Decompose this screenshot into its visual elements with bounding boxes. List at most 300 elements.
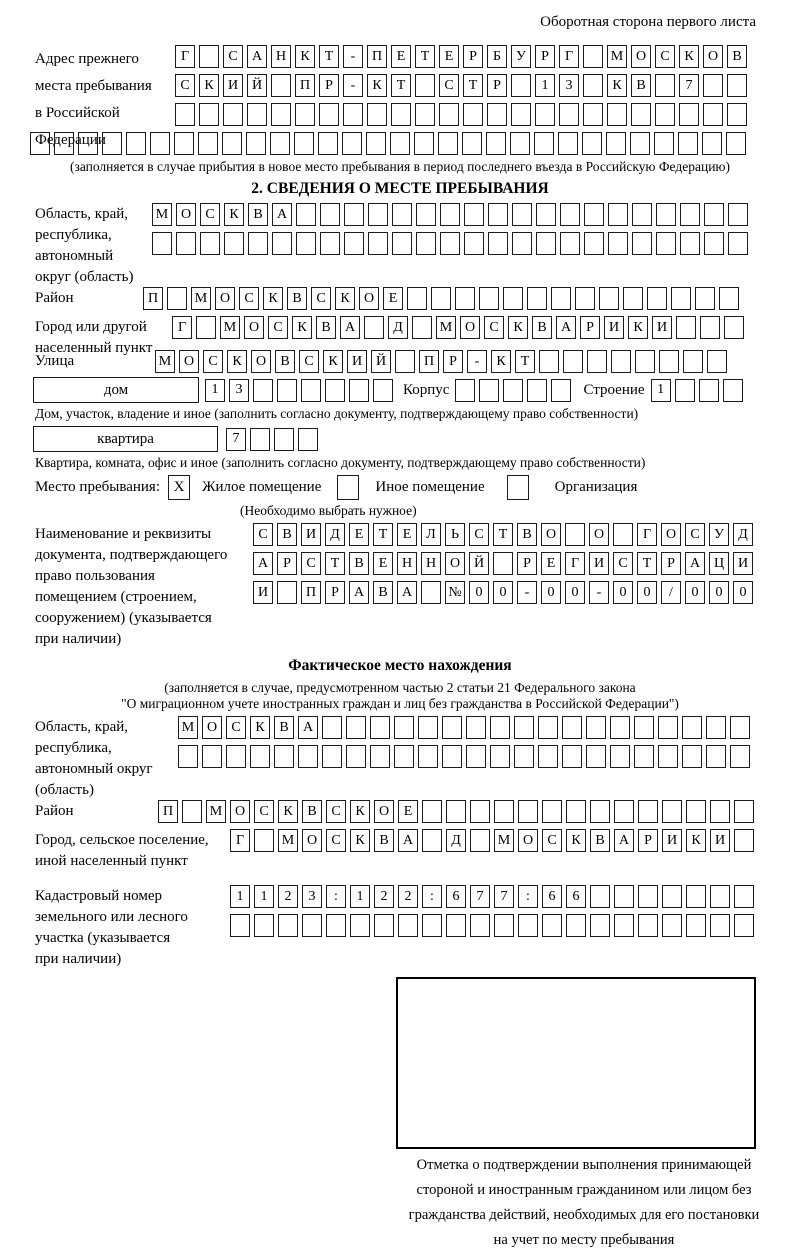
char-cell <box>587 350 607 373</box>
char-cell: 0 <box>733 581 753 604</box>
char-cell: Г <box>230 829 250 852</box>
char-cell: 3 <box>559 74 579 97</box>
char-grid-row <box>175 103 800 126</box>
char-cell <box>182 800 202 823</box>
char-cell <box>325 379 345 402</box>
char-cell: У <box>511 45 531 68</box>
char-cell <box>295 103 315 126</box>
char-cell: С <box>239 287 259 310</box>
char-cell <box>349 379 369 402</box>
actual-region-grid <box>178 716 800 768</box>
char-cell: Р <box>325 581 345 604</box>
char-grid-row <box>143 287 800 310</box>
option-residential-label: Жилое помещение <box>202 479 322 495</box>
stamp-caption: Отметка о подтверждении выполнения принимающей стороной и иностранным гражданином или лицом без гражданства действий, необходимых для его постановки на учет по месту пребывания <box>408 1157 760 1248</box>
doc-block <box>35 523 800 647</box>
char-cell: / <box>661 581 681 604</box>
cadastre-label: Кадастровый номер земельного или лесного участка (указывается при наличии) <box>35 888 188 967</box>
street-label: Улица <box>35 353 75 369</box>
char-cell <box>611 350 631 373</box>
char-cell: С <box>254 800 274 823</box>
char-cell: О <box>230 800 250 823</box>
char-cell <box>614 914 634 937</box>
char-cell <box>174 132 194 155</box>
char-cell <box>551 379 571 402</box>
char-cell <box>455 379 475 402</box>
char-cell <box>196 316 216 339</box>
char-cell: О <box>215 287 235 310</box>
korpus-label: Корпус <box>403 381 450 398</box>
char-cell <box>199 103 219 126</box>
char-cell: С <box>685 523 705 546</box>
char-cell: В <box>274 716 294 739</box>
char-cell: Д <box>325 523 345 546</box>
char-cell <box>606 132 626 155</box>
char-cell: В <box>275 350 295 373</box>
char-cell <box>510 132 530 155</box>
char-cell <box>558 132 578 155</box>
char-cell <box>464 232 484 255</box>
char-cell <box>704 203 724 226</box>
prev-address-note: (заполняется в случае прибытия в новое место пребывания в период последнего въезда в Российскую Федерацию) <box>69 159 731 174</box>
char-cell: А <box>614 829 634 852</box>
char-cell: 0 <box>637 581 657 604</box>
char-cell <box>695 287 715 310</box>
char-cell: Р <box>319 74 339 97</box>
district-block <box>35 287 800 310</box>
char-cell <box>679 103 699 126</box>
char-cell <box>373 379 393 402</box>
char-cell <box>584 203 604 226</box>
char-cell <box>608 232 628 255</box>
char-cell <box>470 914 490 937</box>
char-cell <box>274 745 294 768</box>
char-cell <box>662 800 682 823</box>
char-cell: Н <box>421 552 441 575</box>
char-cell: Т <box>325 552 345 575</box>
char-cell: П <box>295 74 315 97</box>
char-cell: : <box>326 885 346 908</box>
char-cell <box>542 914 562 937</box>
char-cell <box>662 914 682 937</box>
char-cell <box>368 203 388 226</box>
char-cell <box>608 203 628 226</box>
char-cell <box>277 379 297 402</box>
char-grid-row <box>158 800 800 823</box>
char-cell: С <box>542 829 562 852</box>
char-cell: О <box>176 203 196 226</box>
option-organization-label: Организация <box>554 479 638 495</box>
char-cell: К <box>566 829 586 852</box>
char-cell: Й <box>247 74 267 97</box>
char-cell: С <box>301 552 321 575</box>
char-cell <box>370 716 390 739</box>
char-cell: М <box>278 829 298 852</box>
char-cell: И <box>710 829 730 852</box>
char-cell: 7 <box>226 428 246 451</box>
char-cell <box>719 287 739 310</box>
char-cell <box>394 716 414 739</box>
char-cell <box>366 132 386 155</box>
char-cell <box>246 132 266 155</box>
char-cell <box>535 103 555 126</box>
char-cell: С <box>253 523 273 546</box>
section2-title: 2. СВЕДЕНИЯ О МЕСТЕ ПРЕБЫВАНИЯ <box>251 180 549 197</box>
char-cell <box>703 74 723 97</box>
char-cell <box>78 132 98 155</box>
char-cell <box>647 287 667 310</box>
char-cell: О <box>703 45 723 68</box>
char-cell: С <box>469 523 489 546</box>
char-cell <box>730 745 750 768</box>
char-cell <box>198 132 218 155</box>
char-cell <box>442 716 462 739</box>
char-cell <box>412 316 432 339</box>
char-cell <box>536 203 556 226</box>
char-cell <box>248 232 268 255</box>
char-cell: Н <box>271 45 291 68</box>
city-label: Город или другой населенный пункт <box>35 319 153 356</box>
char-cell: С <box>311 287 331 310</box>
char-cell: 6 <box>542 885 562 908</box>
char-cell: Р <box>463 45 483 68</box>
char-cell: Р <box>443 350 463 373</box>
char-cell <box>488 232 508 255</box>
char-cell <box>350 914 370 937</box>
char-cell <box>343 103 363 126</box>
char-cell <box>223 103 243 126</box>
char-cell <box>728 232 748 255</box>
char-cell <box>368 232 388 255</box>
actual-region-block <box>35 716 800 800</box>
char-cell: О <box>302 829 322 852</box>
char-cell: Й <box>469 552 489 575</box>
char-cell <box>678 132 698 155</box>
char-cell <box>440 203 460 226</box>
char-cell <box>727 74 747 97</box>
char-cell: М <box>155 350 175 373</box>
char-cell: 0 <box>613 581 633 604</box>
char-cell: С <box>613 552 633 575</box>
char-cell <box>512 232 532 255</box>
char-cell <box>318 132 338 155</box>
char-cell <box>326 914 346 937</box>
char-cell: Е <box>439 45 459 68</box>
char-cell: Е <box>391 45 411 68</box>
char-cell <box>514 716 534 739</box>
doc-grid <box>253 523 800 604</box>
char-cell: Д <box>733 523 753 546</box>
char-cell <box>662 885 682 908</box>
actual-location-title: Фактическое место нахождения <box>288 657 512 674</box>
char-cell <box>654 132 674 155</box>
char-cell: Е <box>398 800 418 823</box>
char-cell: О <box>541 523 561 546</box>
char-cell: Г <box>175 45 195 68</box>
char-cell <box>710 914 730 937</box>
char-cell <box>446 800 466 823</box>
char-cell: В <box>287 287 307 310</box>
char-cell: Р <box>580 316 600 339</box>
char-cell: - <box>343 74 363 97</box>
char-cell: К <box>227 350 247 373</box>
char-cell <box>488 203 508 226</box>
char-cell <box>102 132 122 155</box>
char-cell <box>582 132 602 155</box>
char-cell <box>421 581 441 604</box>
actual-city-block <box>35 829 800 871</box>
char-cell <box>655 103 675 126</box>
char-cell: 1 <box>350 885 370 908</box>
char-cell: В <box>277 523 297 546</box>
char-cell <box>272 232 292 255</box>
char-cell: К <box>350 800 370 823</box>
char-cell <box>294 132 314 155</box>
char-cell <box>658 716 678 739</box>
char-cell: К <box>607 74 627 97</box>
char-cell <box>560 232 580 255</box>
char-cell: 6 <box>446 885 466 908</box>
char-cell <box>565 523 585 546</box>
char-cell <box>344 203 364 226</box>
char-cell <box>302 914 322 937</box>
cadastre-grid <box>230 885 800 937</box>
char-cell <box>440 232 460 255</box>
char-cell <box>551 287 571 310</box>
char-cell: Р <box>661 552 681 575</box>
char-cell: Т <box>319 45 339 68</box>
char-cell: 2 <box>398 885 418 908</box>
char-cell: Н <box>397 552 417 575</box>
char-cell: М <box>191 287 211 310</box>
char-cell <box>527 287 547 310</box>
char-cell: 0 <box>541 581 561 604</box>
char-cell <box>503 287 523 310</box>
char-cell: Б <box>487 45 507 68</box>
char-cell <box>566 914 586 937</box>
char-cell: А <box>349 581 369 604</box>
char-cell <box>686 914 706 937</box>
char-cell: М <box>206 800 226 823</box>
char-cell: О <box>244 316 264 339</box>
char-cell: О <box>202 716 222 739</box>
stroenie-label: Строение <box>583 381 645 398</box>
char-cell: В <box>349 552 369 575</box>
char-cell: К <box>491 350 511 373</box>
char-cell: 7 <box>494 885 514 908</box>
char-cell <box>455 287 475 310</box>
char-cell <box>202 745 222 768</box>
stay-type-row <box>35 475 800 500</box>
actual-district-label: Район <box>35 803 74 819</box>
char-cell: Е <box>397 523 417 546</box>
actual-location-note: (заполняется в случае, предусмотренном частью 2 статьи 21 Федерального закона "О миграционном учете иностранных граждан и лиц без гражданства в Российской Федерации") <box>121 680 679 711</box>
house-labelbox: дом <box>33 377 199 403</box>
apartment-row <box>33 426 800 452</box>
char-cell <box>659 350 679 373</box>
char-cell: В <box>373 581 393 604</box>
char-cell <box>250 428 270 451</box>
char-cell: : <box>518 885 538 908</box>
char-cell: О <box>359 287 379 310</box>
char-cell <box>703 103 723 126</box>
char-cell <box>470 829 490 852</box>
char-cell <box>583 45 603 68</box>
char-cell <box>446 914 466 937</box>
char-cell <box>563 350 583 373</box>
char-cell <box>710 800 730 823</box>
char-cell: К <box>278 800 298 823</box>
char-cell <box>126 132 146 155</box>
char-cell <box>511 74 531 97</box>
char-cell: 1 <box>535 74 555 97</box>
char-cell <box>390 132 410 155</box>
char-cell <box>634 716 654 739</box>
char-cell <box>463 103 483 126</box>
char-cell <box>391 103 411 126</box>
char-cell: - <box>343 45 363 68</box>
char-grid-row <box>178 745 800 768</box>
char-cell: 3 <box>229 379 249 402</box>
char-grid-row <box>155 350 800 373</box>
char-cell <box>253 379 273 402</box>
char-cell: Е <box>541 552 561 575</box>
char-cell: Т <box>415 45 435 68</box>
char-cell: П <box>419 350 439 373</box>
char-grid-row <box>230 829 800 852</box>
char-cell: 1 <box>205 379 225 402</box>
char-cell: Р <box>487 74 507 97</box>
char-cell: А <box>247 45 267 68</box>
apartment-note: Квартира, комната, офис и иное (заполнить согласно документу, подтверждающему право собственности) <box>35 455 646 470</box>
char-cell: 0 <box>565 581 585 604</box>
char-cell: Й <box>371 350 391 373</box>
char-cell <box>439 103 459 126</box>
char-cell: 0 <box>685 581 705 604</box>
char-cell <box>150 132 170 155</box>
char-cell <box>655 74 675 97</box>
char-cell <box>631 103 651 126</box>
char-cell: У <box>709 523 729 546</box>
char-cell <box>539 350 559 373</box>
char-cell <box>466 716 486 739</box>
char-cell: М <box>152 203 172 226</box>
char-cell <box>464 203 484 226</box>
char-cell <box>590 885 610 908</box>
char-cell: К <box>367 74 387 97</box>
char-cell <box>518 800 538 823</box>
char-cell: П <box>367 45 387 68</box>
char-cell: П <box>158 800 178 823</box>
char-cell <box>699 379 719 402</box>
char-cell: К <box>250 716 270 739</box>
char-grid-row <box>253 523 800 546</box>
char-cell: М <box>178 716 198 739</box>
actual-district-block <box>35 800 800 823</box>
char-cell: А <box>298 716 318 739</box>
char-grid-row <box>175 45 800 68</box>
char-cell: И <box>604 316 624 339</box>
char-cell: Ь <box>445 523 465 546</box>
char-cell <box>222 132 242 155</box>
char-cell <box>727 103 747 126</box>
char-cell <box>630 132 650 155</box>
char-cell: С <box>439 74 459 97</box>
apartment-labelbox: квартира <box>33 426 218 452</box>
char-cell: А <box>398 829 418 852</box>
char-cell <box>462 132 482 155</box>
char-cell: 7 <box>470 885 490 908</box>
char-cell: Р <box>517 552 537 575</box>
char-cell <box>152 232 172 255</box>
char-cell <box>298 428 318 451</box>
char-cell <box>438 132 458 155</box>
char-cell <box>392 232 412 255</box>
char-cell <box>680 203 700 226</box>
char-cell: А <box>397 581 417 604</box>
char-cell <box>723 379 743 402</box>
city-block <box>35 316 800 356</box>
char-cell <box>584 232 604 255</box>
char-cell: В <box>631 74 651 97</box>
char-cell <box>247 103 267 126</box>
char-cell: - <box>589 581 609 604</box>
char-cell <box>254 829 274 852</box>
char-cell <box>346 745 366 768</box>
char-cell <box>230 914 250 937</box>
char-cell: Р <box>638 829 658 852</box>
char-cell: В <box>590 829 610 852</box>
char-cell <box>407 287 427 310</box>
char-cell: В <box>532 316 552 339</box>
char-cell <box>296 232 316 255</box>
char-cell <box>538 716 558 739</box>
char-cell <box>54 132 74 155</box>
char-cell: О <box>251 350 271 373</box>
char-cell: П <box>301 581 321 604</box>
char-cell <box>320 232 340 255</box>
char-cell <box>734 914 754 937</box>
char-cell: А <box>253 552 273 575</box>
char-cell <box>702 132 722 155</box>
doc-label: Наименование и реквизиты документа, подтверждающего право пользования помещением (строением, сооружением) (указывается при наличии) <box>35 526 228 647</box>
char-cell: Т <box>637 552 657 575</box>
char-cell <box>416 232 436 255</box>
char-cell: 3 <box>302 885 322 908</box>
char-cell: 0 <box>709 581 729 604</box>
char-cell <box>656 203 676 226</box>
char-cell <box>322 716 342 739</box>
char-cell <box>271 103 291 126</box>
char-cell <box>704 232 724 255</box>
char-cell <box>527 379 547 402</box>
prev-address-block <box>35 45 800 148</box>
char-grid-row <box>455 379 571 402</box>
char-cell <box>503 379 523 402</box>
char-cell <box>364 316 384 339</box>
char-cell: А <box>685 552 705 575</box>
char-cell: С <box>326 800 346 823</box>
char-cell: - <box>467 350 487 373</box>
char-cell: В <box>727 45 747 68</box>
char-cell: К <box>335 287 355 310</box>
char-cell: С <box>268 316 288 339</box>
char-cell <box>613 523 633 546</box>
prev-address-label: Адрес прежнего места пребывания в Российской Федерации <box>35 51 152 148</box>
char-cell: Т <box>373 523 393 546</box>
char-cell: С <box>299 350 319 373</box>
char-cell <box>676 316 696 339</box>
